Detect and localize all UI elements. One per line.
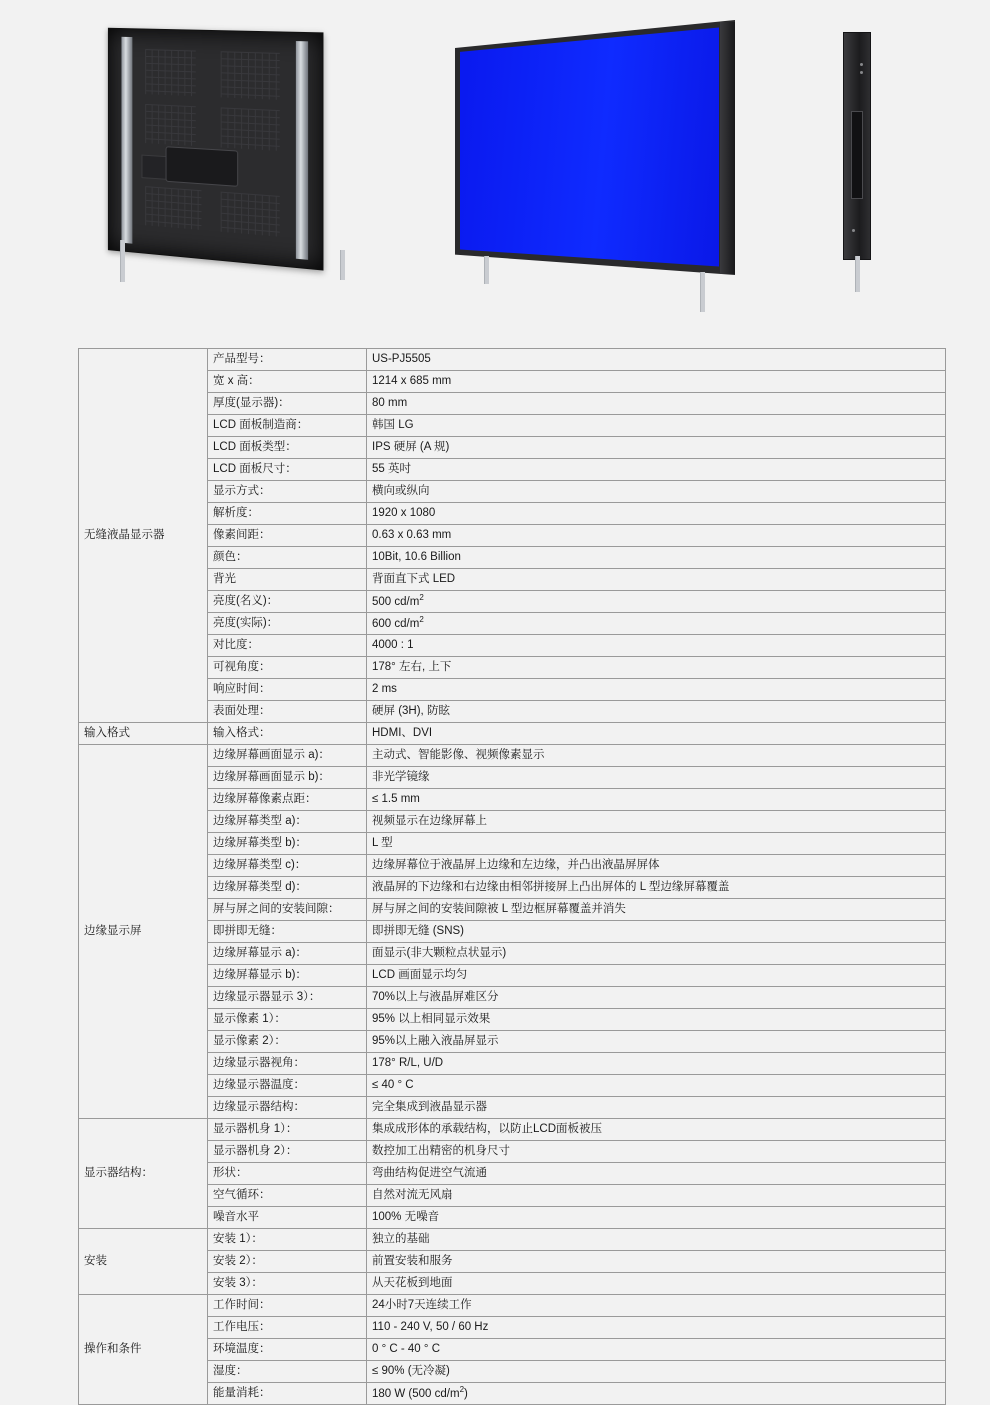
spec-key-cell: 形状：: [208, 1163, 367, 1185]
spec-value-cell: 韩国 LG: [367, 415, 946, 437]
spec-value-cell: 从天花板到地面: [367, 1273, 946, 1295]
spec-value-cell: 24小时7天连续工作: [367, 1295, 946, 1317]
spec-key-cell: 安装 2）：: [208, 1251, 367, 1273]
spec-value-cell: 500 $cd/m^2$: [367, 591, 946, 613]
table-row: [79, 1229, 946, 1251]
table-row: [79, 701, 946, 723]
vent-grid: [145, 49, 196, 96]
front-view-blue-screen: [455, 20, 735, 275]
spec-key-cell: 亮度(名义)：: [208, 591, 367, 613]
spec-key-cell: 输入格式：: [208, 723, 367, 745]
spec-key-cell: 显示器机身 2）：: [208, 1141, 367, 1163]
table-row: [79, 899, 946, 921]
table-row: [79, 437, 946, 459]
spec-key-cell: LCD 面板类型：: [208, 437, 367, 459]
spec-value-cell: 集成成形体的承载结构，以防止LCD面板被压: [367, 1119, 946, 1141]
spec-key-cell: 能量消耗：: [208, 1383, 367, 1405]
table-row: [79, 459, 946, 481]
spec-key-cell: LCD 面板尺寸：: [208, 459, 367, 481]
spec-value-cell: 非光学镜缘: [367, 767, 946, 789]
spec-value-cell: 弯曲结构促进空气流通: [367, 1163, 946, 1185]
spec-value-cell: 70%以上与液晶屏难区分: [367, 987, 946, 1009]
spec-key-cell: 边缘屏幕类型 b)：: [208, 833, 367, 855]
spec-value-cell: IPS 硬屏 (A 规): [367, 437, 946, 459]
table-row: [79, 767, 946, 789]
table-row: [79, 1163, 946, 1185]
support-leg: [484, 256, 489, 284]
spec-key-cell: 湿度：: [208, 1361, 367, 1383]
spec-value-cell: 80 mm: [367, 393, 946, 415]
table-row: [79, 569, 946, 591]
spec-value-cell: 自然对流无风扇: [367, 1185, 946, 1207]
display-screen: [460, 25, 719, 269]
table-row: [79, 613, 946, 635]
spec-key-cell: 边缘屏幕画面显示 b)：: [208, 767, 367, 789]
spec-value-cell: 主动式、智能影像、视频像素显示: [367, 745, 946, 767]
spec-key-cell: 噪音水平: [208, 1207, 367, 1229]
side-marker-dot: [860, 63, 863, 66]
table-row: [79, 789, 946, 811]
table-row: [79, 1273, 946, 1295]
product-image-area: [0, 0, 990, 320]
spec-value-cell: 液晶屏的下边缘和右边缘由相邻拼接屏上凸出屏体的 L 型边缘屏幕覆盖: [367, 877, 946, 899]
table-row: [79, 1339, 946, 1361]
table-row: [79, 1119, 946, 1141]
spec-key-cell: 显示像素 2）：: [208, 1031, 367, 1053]
spec-value-cell: US-PJ5505: [367, 349, 946, 371]
spec-value-cell: ≤ 90% (无冷凝): [367, 1361, 946, 1383]
spec-key-cell: 解析度：: [208, 503, 367, 525]
table-row: [79, 1031, 946, 1053]
table-row: [79, 481, 946, 503]
spec-value-cell: 背面直下式 LED: [367, 569, 946, 591]
spec-key-cell: 显示器机身 1）：: [208, 1119, 367, 1141]
spec-value-cell: 0 ° C - 40 ° C: [367, 1339, 946, 1361]
spec-key-cell: 安装 1）：: [208, 1229, 367, 1251]
spec-value-cell: 即拼即无缝 (SNS): [367, 921, 946, 943]
spec-value-cell: 0.63 x 0.63 mm: [367, 525, 946, 547]
spec-value-cell: 前置安装和服务: [367, 1251, 946, 1273]
side-marker-dot: [852, 229, 855, 232]
spec-key-cell: 边缘显示器视角：: [208, 1053, 367, 1075]
table-row: [79, 1383, 946, 1405]
spec-value-cell: 数控加工出精密的机身尺寸: [367, 1141, 946, 1163]
table-row: [79, 943, 946, 965]
spec-key-cell: 显示方式：: [208, 481, 367, 503]
spec-value-cell: 95%以上融入液晶屏显示: [367, 1031, 946, 1053]
spec-key-cell: 像素间距：: [208, 525, 367, 547]
table-row: [79, 657, 946, 679]
spec-key-cell: 工作时间：: [208, 1295, 367, 1317]
vent-grid: [145, 186, 201, 230]
support-leg: [120, 240, 125, 282]
table-row: [79, 1295, 946, 1317]
spec-key-cell: 即拼即无缝：: [208, 921, 367, 943]
table-row: [79, 393, 946, 415]
spec-value-cell: 180 W (500 $cd/m^2$): [367, 1383, 946, 1405]
spec-key-cell: 边缘屏幕像素点距：: [208, 789, 367, 811]
spec-key-cell: 边缘屏幕类型 d)：: [208, 877, 367, 899]
spec-key-cell: 边缘显示器结构：: [208, 1097, 367, 1119]
vent-grid: [221, 192, 280, 237]
table-row: [79, 833, 946, 855]
table-row: [79, 1361, 946, 1383]
spec-key-cell: 颜色：: [208, 547, 367, 569]
table-row: [79, 635, 946, 657]
spec-key-cell: 厚度(显示器)：: [208, 393, 367, 415]
spec-value-cell: 边缘屏幕位于液晶屏上边缘和左边缘，并凸出液晶屏屏体: [367, 855, 946, 877]
spec-key-cell: 环境温度：: [208, 1339, 367, 1361]
spec-key-cell: 边缘屏幕画面显示 a)：: [208, 745, 367, 767]
spec-key-cell: 亮度(实际)：: [208, 613, 367, 635]
table-row: [79, 525, 946, 547]
table-row: [79, 1185, 946, 1207]
table-row: [79, 415, 946, 437]
spec-value-cell: 178° 左右, 上下: [367, 657, 946, 679]
spec-key-cell: 对比度：: [208, 635, 367, 657]
table-row: [79, 745, 946, 767]
table-row: [79, 811, 946, 833]
table-row: [79, 1317, 946, 1339]
spec-category-cell: 操作和条件: [79, 1295, 208, 1405]
spec-value-cell: 视频显示在边缘屏幕上: [367, 811, 946, 833]
table-row: [79, 1053, 946, 1075]
table-row: [79, 1009, 946, 1031]
spec-key-cell: 背光: [208, 569, 367, 591]
table-row: [79, 371, 946, 393]
mount-rail-left: [121, 37, 132, 244]
table-row: [79, 591, 946, 613]
spec-key-cell: 宽 x 高：: [208, 371, 367, 393]
spec-key-cell: 显示像素 1）：: [208, 1009, 367, 1031]
spec-category-cell: 安装: [79, 1229, 208, 1295]
vent-grid: [221, 107, 280, 151]
spec-value-cell: 178° R/L, U/D: [367, 1053, 946, 1075]
spec-value-cell: 1214 x 685 mm: [367, 371, 946, 393]
spec-category-cell: 显示器结构：: [79, 1119, 208, 1229]
side-marker-dot: [860, 71, 863, 74]
table-row: [79, 679, 946, 701]
spec-key-cell: 边缘屏幕类型 a)：: [208, 811, 367, 833]
spec-value-cell: L 型: [367, 833, 946, 855]
table-row: [79, 349, 946, 371]
spec-category-cell: 无缝液晶显示器: [79, 349, 208, 723]
control-box: [166, 146, 239, 187]
support-leg: [340, 250, 345, 280]
spec-key-cell: 产品型号：: [208, 349, 367, 371]
spec-value-cell: 10Bit, 10.6 Billion: [367, 547, 946, 569]
support-leg: [855, 256, 860, 292]
table-row: [79, 965, 946, 987]
spec-value-cell: LCD 画面显示均匀: [367, 965, 946, 987]
spec-key-cell: LCD 面板制造商：: [208, 415, 367, 437]
specification-table: [78, 348, 946, 1405]
table-row: [79, 877, 946, 899]
spec-key-cell: 边缘显示器温度：: [208, 1075, 367, 1097]
spec-key-cell: 空气循环：: [208, 1185, 367, 1207]
table-row: [79, 1207, 946, 1229]
spec-key-cell: 边缘屏幕类型 c)：: [208, 855, 367, 877]
table-row: [79, 723, 946, 745]
connector-plate: [142, 155, 168, 180]
spec-value-cell: 1920 x 1080: [367, 503, 946, 525]
spec-key-cell: 屏与屏之间的安装间隙：: [208, 899, 367, 921]
spec-value-cell: 4000 : 1: [367, 635, 946, 657]
spec-category-cell: 输入格式: [79, 723, 208, 745]
spec-key-cell: 可视角度：: [208, 657, 367, 679]
spec-value-cell: 完全集成到液晶显示器: [367, 1097, 946, 1119]
spec-key-cell: 表面处理：: [208, 701, 367, 723]
spec-key-cell: 边缘显示器显示 3）：: [208, 987, 367, 1009]
spec-value-cell: HDMI、DVI: [367, 723, 946, 745]
spec-value-cell: 95% 以上相同显示效果: [367, 1009, 946, 1031]
table-row: [79, 547, 946, 569]
spec-value-cell: 2 ms: [367, 679, 946, 701]
spec-value-cell: ≤ 40 ° C: [367, 1075, 946, 1097]
spec-value-cell: 55 英吋: [367, 459, 946, 481]
support-leg: [700, 272, 705, 312]
mount-rail-right: [296, 41, 308, 260]
spec-value-cell: 屏与屏之间的安装间隙被 L 型边框屏幕覆盖并消失: [367, 899, 946, 921]
table-row: [79, 987, 946, 1009]
spec-value-cell: 面显示(非大颗粒点状显示): [367, 943, 946, 965]
spec-value-cell: 硬屏 (3H), 防眩: [367, 701, 946, 723]
display-side-edge: [720, 22, 735, 274]
specification-table-wrapper: [78, 348, 912, 1405]
spec-value-cell: 110 - 240 V, 50 / 60 Hz: [367, 1317, 946, 1339]
rear-view-panel: [108, 28, 324, 271]
table-row: [79, 1075, 946, 1097]
table-row: [79, 855, 946, 877]
vent-grid: [145, 104, 196, 146]
spec-value-cell: 600 $cd/m^2$: [367, 613, 946, 635]
table-row: [79, 1251, 946, 1273]
table-row: [79, 503, 946, 525]
side-vent-strip: [851, 111, 863, 199]
spec-value-cell: ≤ 1.5 mm: [367, 789, 946, 811]
spec-value-cell: 100% 无噪音: [367, 1207, 946, 1229]
side-profile-view: [843, 32, 871, 260]
spec-key-cell: 边缘屏幕显示 a)：: [208, 943, 367, 965]
spec-key-cell: 边缘屏幕显示 b)：: [208, 965, 367, 987]
vent-grid: [221, 51, 280, 100]
table-row: [79, 1141, 946, 1163]
spec-key-cell: 响应时间：: [208, 679, 367, 701]
spec-value-cell: 横向或纵向: [367, 481, 946, 503]
table-row: [79, 1097, 946, 1119]
spec-key-cell: 安装 3）：: [208, 1273, 367, 1295]
spec-key-cell: 工作电压：: [208, 1317, 367, 1339]
spec-value-cell: 独立的基础: [367, 1229, 946, 1251]
spec-category-cell: 边缘显示屏: [79, 745, 208, 1119]
table-row: [79, 921, 946, 943]
